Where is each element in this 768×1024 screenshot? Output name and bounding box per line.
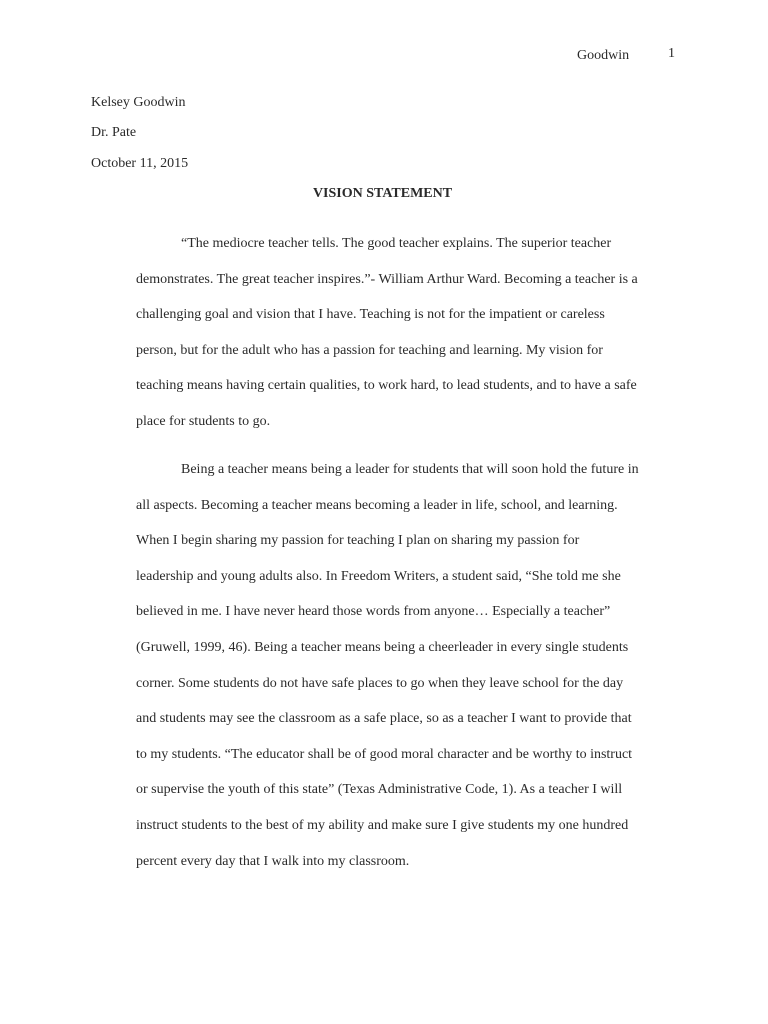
paragraph-line: to my students. “The educator shall be of good moral character and be worthy to instruct [136, 746, 633, 762]
paragraph-line: person, but for the adult who has a passion for teaching and learning. My vision for [136, 342, 603, 358]
paragraph-line: and students may see the classroom as a safe place, so as a teacher I want to provide that [136, 711, 632, 727]
paragraph-line: teaching means having certain qualities, to work hard, to lead students, and to have a safe [136, 378, 637, 394]
paragraph-1 [136, 235, 681, 449]
paragraph-line: demonstrates. The great teacher inspires.”- William Arthur Ward. Becoming a teacher is a [136, 271, 638, 287]
page-number: 1 [668, 46, 675, 61]
document-date: October 11, 2015 [91, 156, 189, 171]
author-name: Kelsey Goodwin [91, 95, 186, 110]
paragraph-line: When I begin sharing my passion for teaching I plan on sharing my passion for [136, 533, 580, 549]
paragraph-line: place for students to go. [136, 413, 271, 429]
paragraph-2 [136, 461, 681, 888]
paragraph-line: all aspects. Becoming a teacher means becoming a leader in life, school, and learning. [136, 497, 618, 513]
paragraph-line: instruct students to the best of my ability and make sure I give students my one hundred [136, 817, 629, 833]
paragraph-line: “The mediocre teacher tells. The good teacher explains. The superior teacher [181, 236, 612, 251]
paragraph-line: Being a teacher means being a leader for students that will soon hold the future in [181, 462, 639, 477]
paragraph-line: challenging goal and vision that I have. Teaching is not for the impatient or careless [136, 307, 605, 323]
paragraph-line: believed in me. I have never heard those words from anyone… Especially a teacher” [136, 604, 611, 620]
paragraph-line: leadership and young adults also. In Freedom Writers, a student said, “She told me she [136, 568, 621, 584]
paragraph-line: or supervise the youth of this state” (Texas Administrative Code, 1). As a teacher I will [136, 782, 623, 798]
running-head: Goodwin [577, 48, 630, 63]
paragraph-line: percent every day that I walk into my classroom. [136, 853, 410, 869]
instructor-name: Dr. Pate [91, 125, 137, 140]
paragraph-line: corner. Some students do not have safe places to go when they leave school for the day [136, 675, 624, 691]
document-title: VISION STATEMENT [312, 186, 453, 201]
paragraph-line: (Gruwell, 1999, 46). Being a teacher means being a cheerleader in every single students [136, 639, 629, 655]
